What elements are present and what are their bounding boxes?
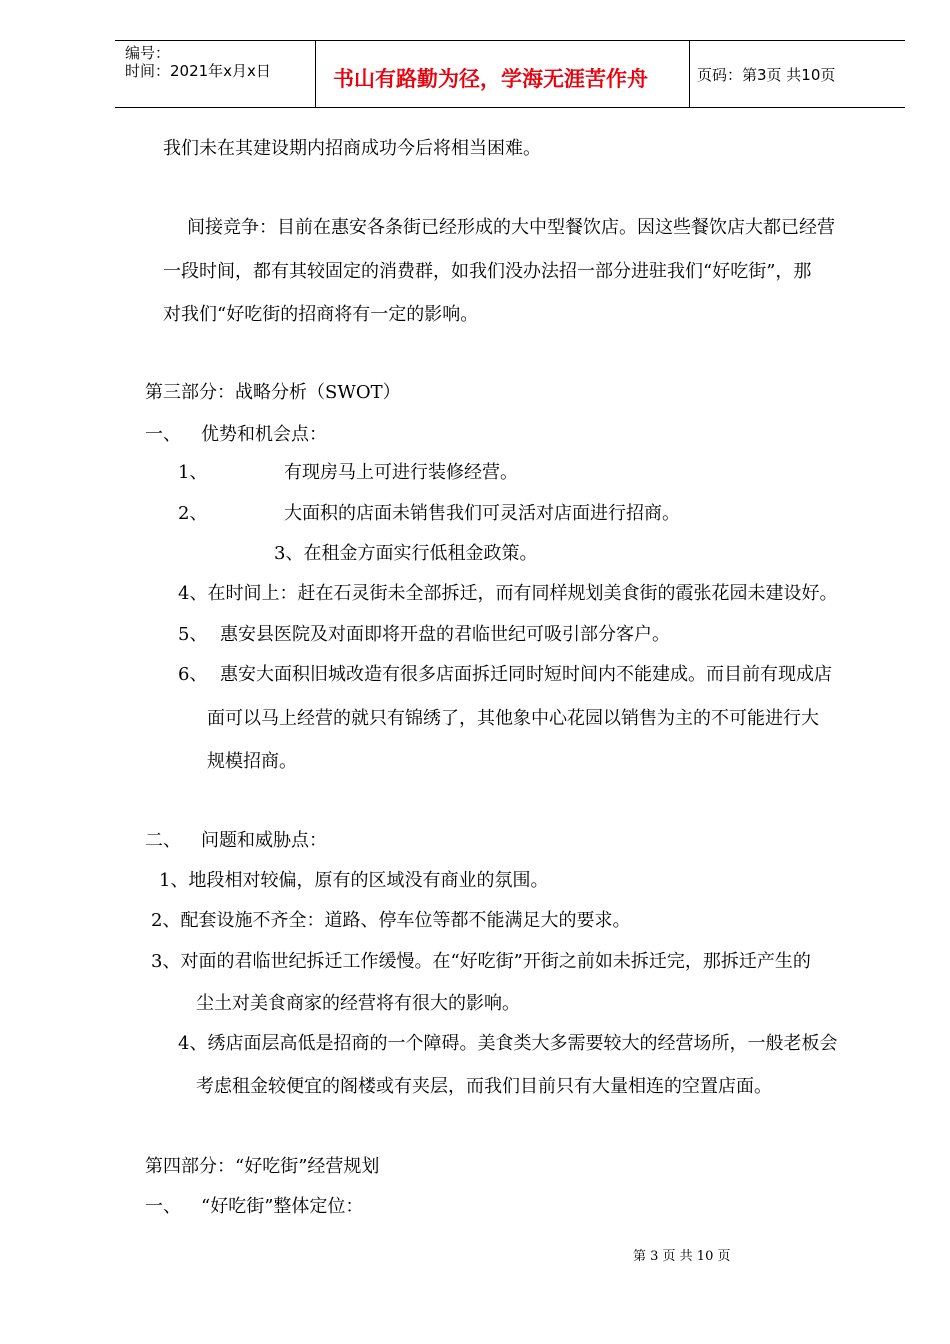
section-heading: 第三部分：战略分析（SWOT） — [145, 382, 401, 403]
list-item-continuation: 尘土对美食商家的经营将有很大的影响。 — [196, 993, 520, 1014]
list-item-continuation: 面可以马上经营的就只有锦绣了，其他象中心花园以销售为主的不可能进行大 — [207, 708, 819, 729]
subsection-title: 问题和威胁点： — [201, 830, 327, 851]
list-item: 1、地段相对较偏，原有的区域没有商业的氛围。 — [159, 870, 549, 891]
paragraph-line: 间接竞争：目前在惠安各条街已经形成的大中型餐饮店。因这些餐饮店大都已经营 — [187, 217, 835, 238]
section-heading: 第四部分：“好吃街”经营规划 — [145, 1156, 380, 1177]
list-item-continuation: 考虑租金较便宜的阁楼或有夹层，而我们目前只有大量相连的空置店面。 — [196, 1076, 772, 1097]
paragraph-line: 我们未在其建设期内招商成功今后将相当困难。 — [163, 138, 541, 159]
doc-time-label: 时间：2021年x月x日 — [125, 62, 271, 80]
list-number: 6、 — [178, 664, 208, 685]
list-item-continuation: 规模招商。 — [207, 751, 297, 772]
list-number: 二、 — [145, 830, 181, 851]
subsection-title: “好吃街”整体定位： — [201, 1196, 364, 1217]
list-item: 4、绣店面层高低是招商的一个障碍。美食类大多需要较大的经营场所，一般老板会 — [178, 1033, 838, 1054]
header-divider — [315, 41, 316, 107]
paragraph-line: 对我们“好吃街的招商将有一定的影响。 — [163, 304, 479, 325]
paragraph-line: 一段时间，都有其较固定的消费群，如我们没办法招一部分进驻我们“好吃街”，那 — [163, 261, 812, 282]
header-divider — [689, 41, 690, 107]
list-item: 3、在租金方面实行低租金政策。 — [274, 543, 538, 564]
list-number: 一、 — [145, 424, 181, 445]
list-number: 5、 — [178, 624, 208, 645]
header-motto: 书山有路勤为径，学海无涯苦作舟 — [333, 67, 648, 91]
subsection-title: 优势和机会点： — [201, 424, 327, 445]
list-item: 大面积的店面未销售我们可灵活对店面进行招商。 — [284, 503, 680, 524]
list-number: 1、 — [178, 462, 208, 483]
doc-number-label: 编号： — [125, 44, 171, 62]
list-item: 惠安县医院及对面即将开盘的君临世纪可吸引部分客户。 — [220, 624, 670, 645]
list-item: 3、对面的君临世纪拆迁工作缓慢。在“好吃街”开街之前如未拆迁完，那拆迁产生的 — [151, 951, 811, 972]
list-item: 有现房马上可进行装修经营。 — [284, 462, 518, 483]
page-header — [115, 40, 905, 108]
list-item: 4、在时间上：赶在石灵街未全部拆迁，而有同样规划美食街的霞张花园未建设好。 — [178, 583, 838, 604]
page-footer: 第 3 页 共 10 页 — [633, 1249, 731, 1264]
list-number: 2、 — [178, 503, 208, 524]
list-item: 2、配套设施不齐全：道路、停车位等都不能满足大的要求。 — [151, 910, 631, 931]
list-number: 一、 — [145, 1196, 181, 1217]
header-page-label: 页码：第3页 共10页 — [697, 66, 836, 84]
list-item: 惠安大面积旧城改造有很多店面拆迁同时短时间内不能建成。而目前有现成店 — [220, 664, 832, 685]
